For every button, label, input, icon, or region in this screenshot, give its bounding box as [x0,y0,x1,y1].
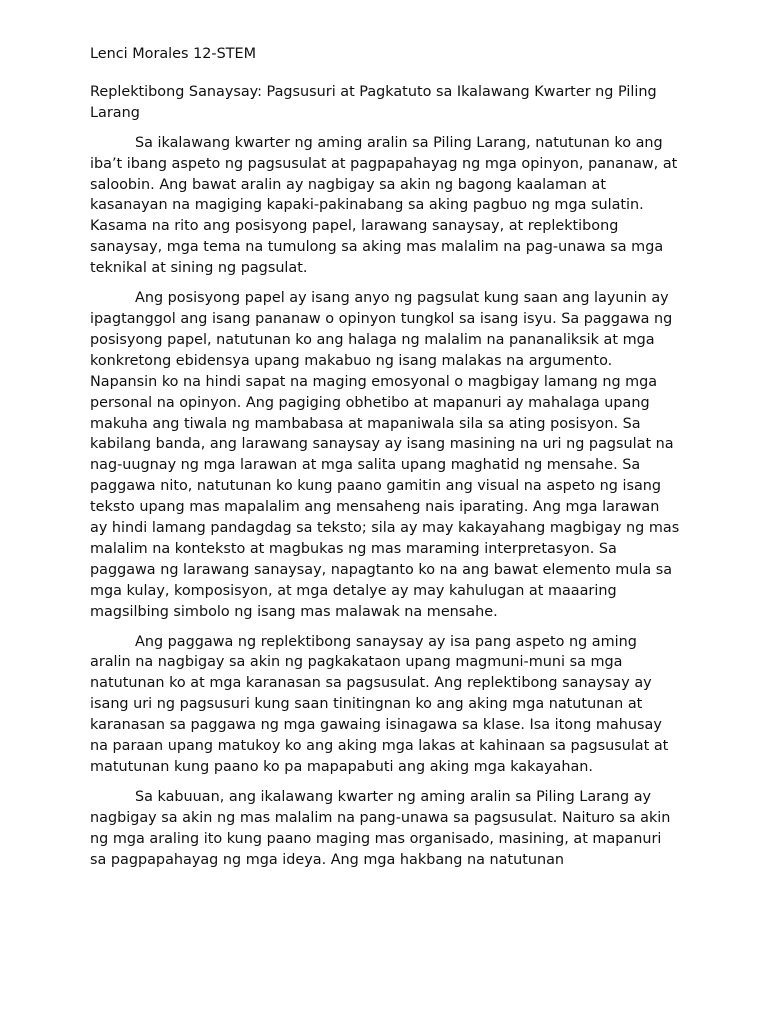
essay-title: Replektibong Sanaysay: Pagsusuri at Pagkatuto sa Ikalawang Kwarter ng Piling Larang [90,83,657,121]
paragraph-1: Sa ikalawang kwarter ng aming aralin sa Piling Larang, natutunan ko ang iba’t ibang aspeto ng pagsusulat at pagpapahayag ng mga opinyon, pananaw, at saloobin. Ang bawat aralin ay nagbigay sa akin ng bagong kaalaman at kasanayan na magiging kapaki-pakinabang sa aking pagbuo ng mga sulatin. Kasama na rito ang posisyong papel, larawang sanaysay, at replektibong sanaysay, mga tema na tumulong sa aking mas malalim na pag-unawa sa mga teknikal at sining ng pagsulat. [90,134,678,277]
author-line: Lenci Morales 12-STEM [90,46,257,62]
paragraph-4: Sa kabuuan, ang ikalawang kwarter ng aming aralin sa Piling Larang ay nagbigay sa akin ng mas malalim na pang-unawa sa pagsusulat. Naituro sa akin ng mga araling ito kung paano maging mas organisado, masining, at mapanuri sa pagpapahayag ng mga ideya. Ang mga hakbang na natutunan [90,788,671,868]
document-page [90,44,680,880]
paragraph-2: Ang posisyong papel ay isang anyo ng pagsulat kung saan ang layunin ay ipagtanggol ang isang pananaw o opinyon tungkol sa isang isyu. Sa paggawa ng posisyong papel, natutunan ko ang halaga ng malalim na pananaliksik at mga konkretong ebidensya upang makabuo ng isang malakas na argumento. Napansin ko na hindi sapat na maging emosyonal o magbigay lamang ng mga personal na opinyon. Ang pagiging obhetibo at mapanuri ay mahalaga upang makuha ang tiwala ng mambabasa at mapaniwala sila sa ating posisyon. Sa kabilang banda, ang larawang sanaysay ay isang masining na uri ng pagsulat na nag-uugnay ng mga larawan at mga salita upang maghatid ng mensahe. Sa paggawa nito, natutunan ko kung paano gamitin ang visual na aspeto ng isang teksto upang mas mapalalim ang mensaheng nais iparating. Ang mga larawan ay hindi lamang pandagdag sa teksto; sila ay may kakayahang magbigay ng mas malalim na konteksto at magbukas ng mas maraming interpretasyon. Sa paggawa ng larawang sanaysay, napagtanto ko na ang bawat elemento mula sa mga kulay, komposisyon, at mga detalye ay may kahulugan at maaaring magsilbing simbolo ng isang mas malawak na mensahe. [90,290,680,620]
paragraph-3: Ang paggawa ng replektibong sanaysay ay isa pang aspeto ng aming aralin na nagbigay sa akin ng pagkakataon upang magmuni-muni sa mga natutunan ko at mga karanasan sa pagsusulat. Ang replektibong sanaysay ay isang uri ng pagsusuri kung saan tinitingnan ko ang aking mga natutunan at karanasan sa paggawa ng mga gawaing isinagawa sa klase. Isa itong mahusay na paraan upang matukoy ko ang aking mga lakas at kahinaan sa pagsusulat at matutunan kung paano ko pa mapapabuti ang aking mga kakayahan. [90,633,669,775]
